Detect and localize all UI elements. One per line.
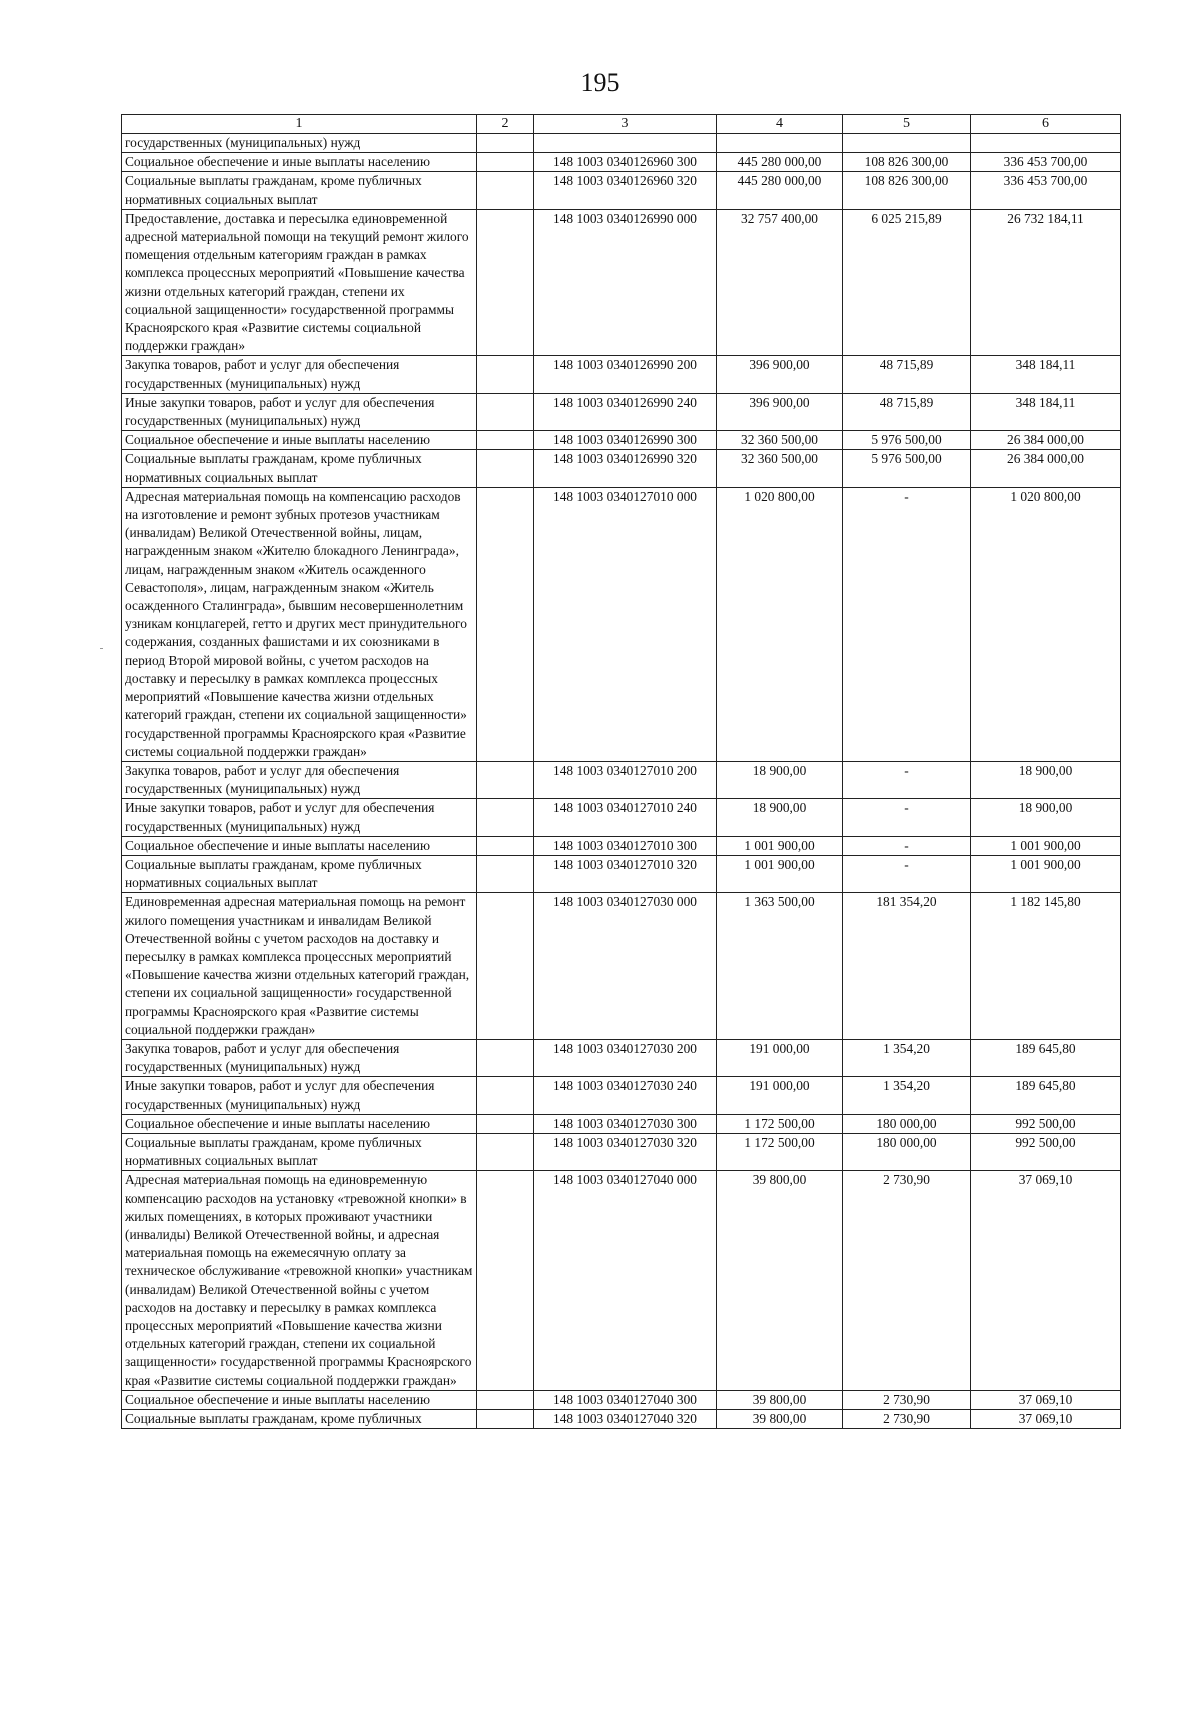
executed-amount-cell: - (843, 487, 971, 761)
budget-code-cell: 148 1003 0340127040 300 (534, 1390, 717, 1409)
executed-amount-cell: 2 730,90 (843, 1390, 971, 1409)
planned-amount-cell: 39 800,00 (717, 1171, 843, 1390)
table-row (122, 1114, 1121, 1133)
planned-amount-cell: 1 020 800,00 (717, 487, 843, 761)
remaining-amount-cell: 18 900,00 (971, 761, 1121, 798)
remaining-amount-cell: 26 732 184,11 (971, 209, 1121, 356)
planned-amount-cell: 18 900,00 (717, 799, 843, 836)
planned-amount-cell: 18 900,00 (717, 761, 843, 798)
table-row (122, 134, 1121, 153)
description-cell: Иные закупки товаров, работ и услуг для обеспечения государственных (муниципальных) нужд (122, 1077, 477, 1114)
column-2-cell (477, 393, 534, 430)
remaining-amount-cell: 336 453 700,00 (971, 172, 1121, 209)
description-cell: Иные закупки товаров, работ и услуг для обеспечения государственных (муниципальных) нужд (122, 799, 477, 836)
budget-code-cell: 148 1003 0340127010 300 (534, 836, 717, 855)
column-2-cell (477, 487, 534, 761)
description-cell: Закупка товаров, работ и услуг для обеспечения государственных (муниципальных) нужд (122, 356, 477, 393)
budget-code-cell: 148 1003 0340127030 300 (534, 1114, 717, 1133)
column-2-cell (477, 1077, 534, 1114)
table-row (122, 431, 1121, 450)
planned-amount-cell: 1 001 900,00 (717, 836, 843, 855)
budget-code-cell: 148 1003 0340127040 320 (534, 1410, 717, 1429)
planned-amount-cell: 1 172 500,00 (717, 1114, 843, 1133)
remaining-amount-cell: 348 184,11 (971, 356, 1121, 393)
executed-amount-cell: 108 826 300,00 (843, 172, 971, 209)
planned-amount-cell: 1 001 900,00 (717, 855, 843, 892)
remaining-amount-cell: 37 069,10 (971, 1390, 1121, 1409)
executed-amount-cell: 2 730,90 (843, 1171, 971, 1390)
planned-amount-cell: 396 900,00 (717, 393, 843, 430)
budget-table (121, 114, 1121, 1429)
executed-amount-cell: 1 354,20 (843, 1039, 971, 1076)
planned-amount-cell: 32 360 500,00 (717, 431, 843, 450)
scan-mark (100, 648, 103, 649)
table-row (122, 487, 1121, 761)
column-2-cell (477, 356, 534, 393)
column-number: 3 (534, 115, 717, 134)
column-2-cell (477, 893, 534, 1040)
table-row (122, 209, 1121, 356)
table-row (122, 172, 1121, 209)
column-2-cell (477, 450, 534, 487)
column-2-cell (477, 1410, 534, 1429)
description-cell: Социальные выплаты гражданам, кроме публичных (122, 1410, 477, 1429)
column-2-cell (477, 134, 534, 153)
column-2-cell (477, 799, 534, 836)
executed-amount-cell: 108 826 300,00 (843, 153, 971, 172)
column-number: 5 (843, 115, 971, 134)
remaining-amount-cell: 189 645,80 (971, 1077, 1121, 1114)
budget-code-cell: 148 1003 0340126960 300 (534, 153, 717, 172)
remaining-amount-cell: 18 900,00 (971, 799, 1121, 836)
budget-code-cell: 148 1003 0340126990 320 (534, 450, 717, 487)
planned-amount-cell: 396 900,00 (717, 356, 843, 393)
description-cell: Социальное обеспечение и иные выплаты населению (122, 1114, 477, 1133)
executed-amount-cell: - (843, 836, 971, 855)
table-row (122, 1039, 1121, 1076)
description-cell: Адресная материальная помощь на компенсацию расходов на изготовление и ремонт зубных протезов участникам (инвалидам) Великой Отечественной войны, лицам, награжденным знаком «Жителю блокадного Ленинграда», лицам, награжденным знаком «Житель осажденного Севастополя», лицам, награжденным знаком «Житель осажденного Сталинграда», бывшим несовершеннолетним узникам концлагерей, гетто и других мест принудительного содержания, созданных фашистами и их союзниками в период Второй мировой войны, с учетом расходов на доставку и пересылку в рамках комплекса процессных мероприятий «Повышение качества жизни отдельных категорий граждан, степени их социальной защищенности» государственной программы Красноярского края «Развитие системы социальной поддержки граждан» (122, 487, 477, 761)
remaining-amount-cell: 26 384 000,00 (971, 431, 1121, 450)
column-2-cell (477, 1114, 534, 1133)
budget-code-cell: 148 1003 0340126990 200 (534, 356, 717, 393)
planned-amount-cell: 39 800,00 (717, 1390, 843, 1409)
budget-code-cell: 148 1003 0340126990 000 (534, 209, 717, 356)
column-2-cell (477, 836, 534, 855)
column-number: 2 (477, 115, 534, 134)
planned-amount-cell: 191 000,00 (717, 1039, 843, 1076)
description-cell: Социальное обеспечение и иные выплаты населению (122, 431, 477, 450)
description-cell: Закупка товаров, работ и услуг для обеспечения государственных (муниципальных) нужд (122, 1039, 477, 1076)
budget-code-cell: 148 1003 0340127010 320 (534, 855, 717, 892)
description-cell: Предоставление, доставка и пересылка единовременной адресной материальной помощи на текущий ремонт жилого помещения отдельным категориям граждан в рамках комплекса процессных мероприятий «Повышение качества жизни отдельных категорий граждан, степени их социальной защищенности» государственной программы Красноярского края «Развитие системы социальной поддержки граждан» (122, 209, 477, 356)
column-2-cell (477, 209, 534, 356)
column-2-cell (477, 1390, 534, 1409)
table-row (122, 356, 1121, 393)
page-number: 195 (580, 68, 620, 97)
column-number: 4 (717, 115, 843, 134)
column-2-cell (477, 172, 534, 209)
description-cell: Социальное обеспечение и иные выплаты населению (122, 836, 477, 855)
remaining-amount-cell: 348 184,11 (971, 393, 1121, 430)
planned-amount-cell: 1 363 500,00 (717, 893, 843, 1040)
remaining-amount-cell: 1 001 900,00 (971, 855, 1121, 892)
executed-amount-cell: 48 715,89 (843, 393, 971, 430)
column-2-cell (477, 1039, 534, 1076)
description-cell: Социальные выплаты гражданам, кроме публичных нормативных социальных выплат (122, 855, 477, 892)
table-row (122, 1171, 1121, 1390)
executed-amount-cell: 5 976 500,00 (843, 431, 971, 450)
table-row (122, 836, 1121, 855)
description-cell: Социальные выплаты гражданам, кроме публичных нормативных социальных выплат (122, 450, 477, 487)
executed-amount-cell: 181 354,20 (843, 893, 971, 1040)
description-cell: Единовременная адресная материальная помощь на ремонт жилого помещения участникам и инвалидам Великой Отечественной войны с учетом расходов на доставку и пересылку в рамках комплекса процессных мероприятий «Повышение качества жизни отдельных категорий граждан, степени их социальной защищенности» государственной программы Красноярского края «Развитие системы социальной поддержки граждан» (122, 893, 477, 1040)
column-number: 1 (122, 115, 477, 134)
budget-code-cell: 148 1003 0340127010 240 (534, 799, 717, 836)
budget-code-cell: 148 1003 0340126990 240 (534, 393, 717, 430)
remaining-amount-cell (971, 134, 1121, 153)
remaining-amount-cell: 1 182 145,80 (971, 893, 1121, 1040)
column-2-cell (477, 431, 534, 450)
budget-code-cell: 148 1003 0340127030 240 (534, 1077, 717, 1114)
remaining-amount-cell: 992 500,00 (971, 1114, 1121, 1133)
executed-amount-cell (843, 134, 971, 153)
executed-amount-cell: 1 354,20 (843, 1077, 971, 1114)
column-2-cell (477, 855, 534, 892)
executed-amount-cell: 180 000,00 (843, 1133, 971, 1170)
planned-amount-cell (717, 134, 843, 153)
table-row (122, 450, 1121, 487)
executed-amount-cell: 180 000,00 (843, 1114, 971, 1133)
description-cell: Адресная материальная помощь на единовременную компенсацию расходов на установку «тревожной кнопки» в жилых помещениях, в которых проживают участники (инвалиды) Великой Отечественной войны, и адресная материальная помощь на ежемесячную оплату за техническое обслуживание «тревожной кнопки» участникам (инвалидам) Великой Отечественной войны с учетом расходов на доставку и пересылку в рамках комплекса процессных мероприятий «Повышение качества жизни отдельных категорий граждан, степени их социальной защищенности» государственной программы Красноярского края «Развитие системы социальной поддержки граждан» (122, 1171, 477, 1390)
planned-amount-cell: 1 172 500,00 (717, 1133, 843, 1170)
executed-amount-cell: 5 976 500,00 (843, 450, 971, 487)
description-cell: Иные закупки товаров, работ и услуг для обеспечения государственных (муниципальных) нужд (122, 393, 477, 430)
remaining-amount-cell: 189 645,80 (971, 1039, 1121, 1076)
executed-amount-cell: - (843, 799, 971, 836)
table-row (122, 855, 1121, 892)
description-cell: Социальные выплаты гражданам, кроме публичных нормативных социальных выплат (122, 1133, 477, 1170)
executed-amount-cell: 48 715,89 (843, 356, 971, 393)
budget-code-cell: 148 1003 0340127030 200 (534, 1039, 717, 1076)
column-2-cell (477, 153, 534, 172)
table-row (122, 393, 1121, 430)
budget-code-cell: 148 1003 0340127030 000 (534, 893, 717, 1040)
table-row (122, 1390, 1121, 1409)
planned-amount-cell: 39 800,00 (717, 1410, 843, 1429)
planned-amount-cell: 445 280 000,00 (717, 172, 843, 209)
remaining-amount-cell: 37 069,10 (971, 1171, 1121, 1390)
description-cell: государственных (муниципальных) нужд (122, 134, 477, 153)
description-cell: Социальное обеспечение и иные выплаты населению (122, 153, 477, 172)
column-number-row (122, 115, 1121, 134)
table-row (122, 799, 1121, 836)
budget-code-cell: 148 1003 0340126960 320 (534, 172, 717, 209)
budget-code-cell: 148 1003 0340127010 000 (534, 487, 717, 761)
planned-amount-cell: 32 360 500,00 (717, 450, 843, 487)
remaining-amount-cell: 37 069,10 (971, 1410, 1121, 1429)
planned-amount-cell: 191 000,00 (717, 1077, 843, 1114)
description-cell: Социальные выплаты гражданам, кроме публичных нормативных социальных выплат (122, 172, 477, 209)
table-row (122, 1410, 1121, 1429)
table-row (122, 1133, 1121, 1170)
description-cell: Закупка товаров, работ и услуг для обеспечения государственных (муниципальных) нужд (122, 761, 477, 798)
budget-code-cell (534, 134, 717, 153)
column-2-cell (477, 1133, 534, 1170)
table-row (122, 761, 1121, 798)
remaining-amount-cell: 992 500,00 (971, 1133, 1121, 1170)
remaining-amount-cell: 1 020 800,00 (971, 487, 1121, 761)
table-row (122, 1077, 1121, 1114)
executed-amount-cell: - (843, 855, 971, 892)
planned-amount-cell: 32 757 400,00 (717, 209, 843, 356)
budget-code-cell: 148 1003 0340127030 320 (534, 1133, 717, 1170)
executed-amount-cell: 2 730,90 (843, 1410, 971, 1429)
table-row (122, 893, 1121, 1040)
remaining-amount-cell: 1 001 900,00 (971, 836, 1121, 855)
executed-amount-cell: 6 025 215,89 (843, 209, 971, 356)
budget-code-cell: 148 1003 0340126990 300 (534, 431, 717, 450)
description-cell: Социальное обеспечение и иные выплаты населению (122, 1390, 477, 1409)
planned-amount-cell: 445 280 000,00 (717, 153, 843, 172)
column-2-cell (477, 1171, 534, 1390)
column-number: 6 (971, 115, 1121, 134)
executed-amount-cell: - (843, 761, 971, 798)
remaining-amount-cell: 336 453 700,00 (971, 153, 1121, 172)
column-2-cell (477, 761, 534, 798)
budget-code-cell: 148 1003 0340127040 000 (534, 1171, 717, 1390)
table-row (122, 153, 1121, 172)
remaining-amount-cell: 26 384 000,00 (971, 450, 1121, 487)
budget-code-cell: 148 1003 0340127010 200 (534, 761, 717, 798)
